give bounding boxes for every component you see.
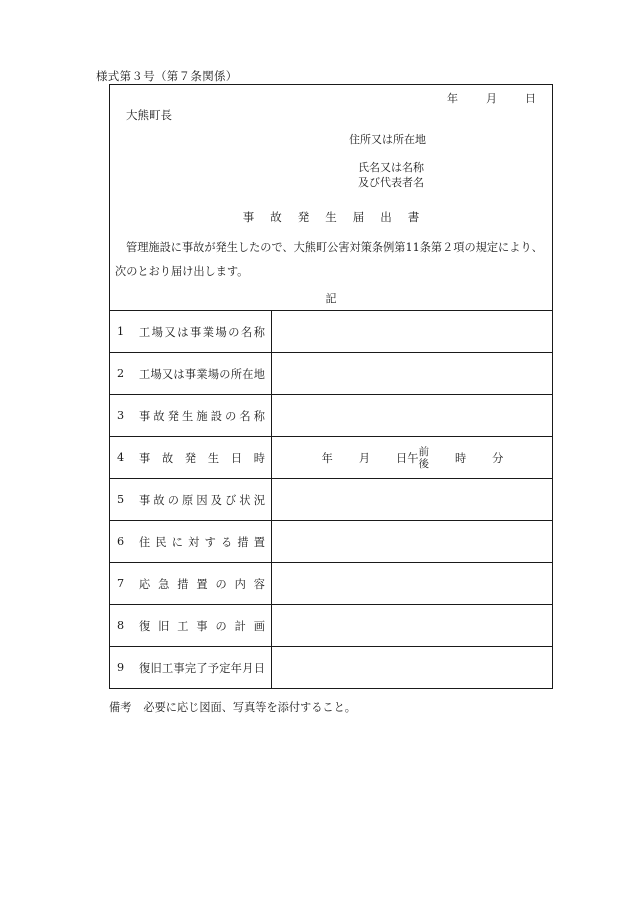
label-char: 事 [139,451,151,465]
label-char: 場 [151,325,163,339]
table-row [109,521,553,563]
item-value-cell[interactable] [272,563,554,605]
label-char: 予 [207,661,220,675]
label-char: す [204,535,216,549]
label-char: 工 [177,619,189,633]
title-char: 届 [352,210,381,224]
item-number: 1 [117,325,125,338]
date-month-label: 月 [486,92,497,105]
remarks-text: 必要に応じ図面、写真等を添付すること。 [143,701,356,714]
table-row [109,563,553,605]
label-char: 計 [234,619,246,633]
label-char: 置 [196,577,208,591]
label-char: 業 [196,367,208,381]
label-char: 完 [184,661,197,675]
label-char: の [167,493,179,507]
items-table [109,310,553,688]
form-number-label: 様式第３号（第７条関係） [96,69,238,83]
label-char: 施 [196,409,208,423]
form-frame [109,84,553,689]
table-row [109,647,553,689]
label-char: 住 [139,535,151,549]
label-char: 対 [188,535,200,549]
label-char: 措 [237,535,249,549]
label-char: 月 [242,661,254,675]
label-char: 場 [207,367,220,381]
label-char: 画 [253,619,265,633]
am-label: 前 [418,445,429,458]
label-char: 地 [253,367,265,381]
label-char: 設 [210,409,222,423]
label-char: 況 [253,493,265,507]
label-char: 故 [153,409,165,423]
item-value-cell[interactable] [272,353,554,395]
item-label [139,450,265,466]
label-char: 又 [164,325,176,339]
item-label [139,534,265,550]
label-char: は [173,367,185,381]
label-char: 時 [253,451,265,465]
date-line [447,90,536,106]
label-char: 日 [230,451,243,465]
item-label [139,408,265,424]
label-char: 事 [139,409,151,423]
item-number: 3 [117,409,125,422]
label-char: 発 [184,451,197,465]
item-value-cell[interactable] [272,647,554,689]
item-number: 2 [117,367,125,380]
title-char: 発 [297,210,326,224]
item-value-cell[interactable] [272,311,554,353]
label-char: 事 [139,493,151,507]
label-char: 所 [230,367,242,381]
label-char: 事 [184,367,197,381]
dt-minute-label: 分 [492,451,504,465]
label-char: の [215,577,227,591]
label-char: 旧 [158,619,170,633]
label-char: の [215,619,227,633]
label-char: 置 [253,535,265,549]
label-char: 容 [253,577,265,591]
item-label-cell [109,521,272,563]
pm-label: 後 [418,457,429,470]
name-label-line1: 氏名又は名称 [358,161,424,174]
remarks-head: 備考 [109,701,132,714]
notice-body-text: 管理施設に事故が発生したので、大熊町公害対策条例第11条第２項の規定により、次のとおり届け出します。 [115,241,543,278]
label-char: 事 [196,619,208,633]
title-char: 故 [270,210,298,224]
label-char: 日 [253,661,265,675]
label-char: 名 [241,325,253,339]
item-label-cell [109,605,272,647]
label-char: 内 [234,577,246,591]
table-row [109,479,553,521]
title-char: 生 [325,210,353,224]
label-char: 措 [177,577,189,591]
label-char: 発 [167,409,179,423]
item-number: 5 [117,493,125,506]
item-value-cell[interactable] [272,605,554,647]
label-char: 工 [139,367,151,381]
label-char: 故 [153,493,165,507]
item-label-cell [109,437,272,479]
addressee: 大熊町長 [126,108,172,122]
dt-year-label: 年 [321,451,333,465]
label-char: 名 [239,409,251,423]
label-char: 急 [158,577,170,591]
label-char: の [225,409,237,423]
label-char: 因 [196,493,208,507]
item-label [139,618,265,634]
dt-hour-label: 時 [454,451,467,465]
label-char: 称 [253,409,265,423]
address-label: 住所又は所在地 [349,133,426,146]
item-value-cell[interactable] [272,395,554,437]
item-label-cell [109,353,272,395]
date-year-label: 年 [447,92,458,105]
label-char: 場 [150,367,162,381]
label-char: 称 [253,325,265,339]
title-char: 書 [407,210,436,224]
label-char: 工 [139,325,151,339]
label-char: 旧 [150,661,162,675]
ki-label: 記 [325,292,337,305]
label-char: 又 [161,367,174,381]
item-label-cell [109,479,272,521]
item-number: 4 [117,451,125,464]
label-char: 在 [242,367,254,381]
label-char: の [219,367,231,381]
table-row [109,437,553,479]
item-label [139,576,265,592]
item-label [139,324,265,340]
label-char: 及 [210,493,222,507]
title-char: 出 [380,210,408,224]
label-char: 復 [139,661,151,675]
label-char: の [228,325,240,339]
label-char: 年 [230,661,242,675]
label-char: 状 [239,493,251,507]
item-label-cell [109,311,272,353]
label-char: 応 [139,577,151,591]
label-char: 原 [182,493,194,507]
table-row [109,353,553,395]
remarks-note [109,699,356,715]
item-number: 9 [117,661,125,674]
item-number: 7 [117,577,125,590]
label-char: 事 [190,325,202,339]
label-char: 了 [196,661,208,675]
label-char: 生 [207,451,220,465]
item-number: 6 [117,535,125,548]
label-char: 生 [182,409,194,423]
dt-day-label: 日 [396,451,408,465]
label-char: 業 [202,325,214,339]
dt-month-label: 月 [358,451,371,465]
label-char: 故 [161,451,174,465]
title-char: 事 [242,210,271,224]
item-label-cell [109,395,272,437]
item-value-cell[interactable] [272,521,554,563]
item-label-cell [109,563,272,605]
document-title [110,209,552,225]
datetime-field [272,446,553,470]
occurrence-datetime-cell[interactable] [272,437,554,479]
table-row [109,395,553,437]
item-label [139,660,265,676]
item-label [139,366,265,382]
label-char: 工 [161,661,174,675]
name-label-line2: 及び代表者名 [358,176,424,189]
item-value-cell[interactable] [272,479,554,521]
item-number: 8 [117,619,125,632]
item-label [139,492,265,508]
date-day-label: 日 [525,92,536,105]
am-pm-selector [418,446,429,470]
table-row [109,605,553,647]
label-char: び [225,493,237,507]
label-char: 事 [173,661,185,675]
label-char: る [220,535,233,549]
label-char: は [177,325,189,339]
label-char: 場 [215,325,227,339]
item-label-cell [109,647,272,689]
table-row [109,311,553,353]
label-char: 民 [155,535,167,549]
dt-go-prefix: 午 [407,451,419,465]
label-char: に [171,535,183,549]
label-char: 定 [219,661,231,675]
label-char: 復 [139,619,151,633]
